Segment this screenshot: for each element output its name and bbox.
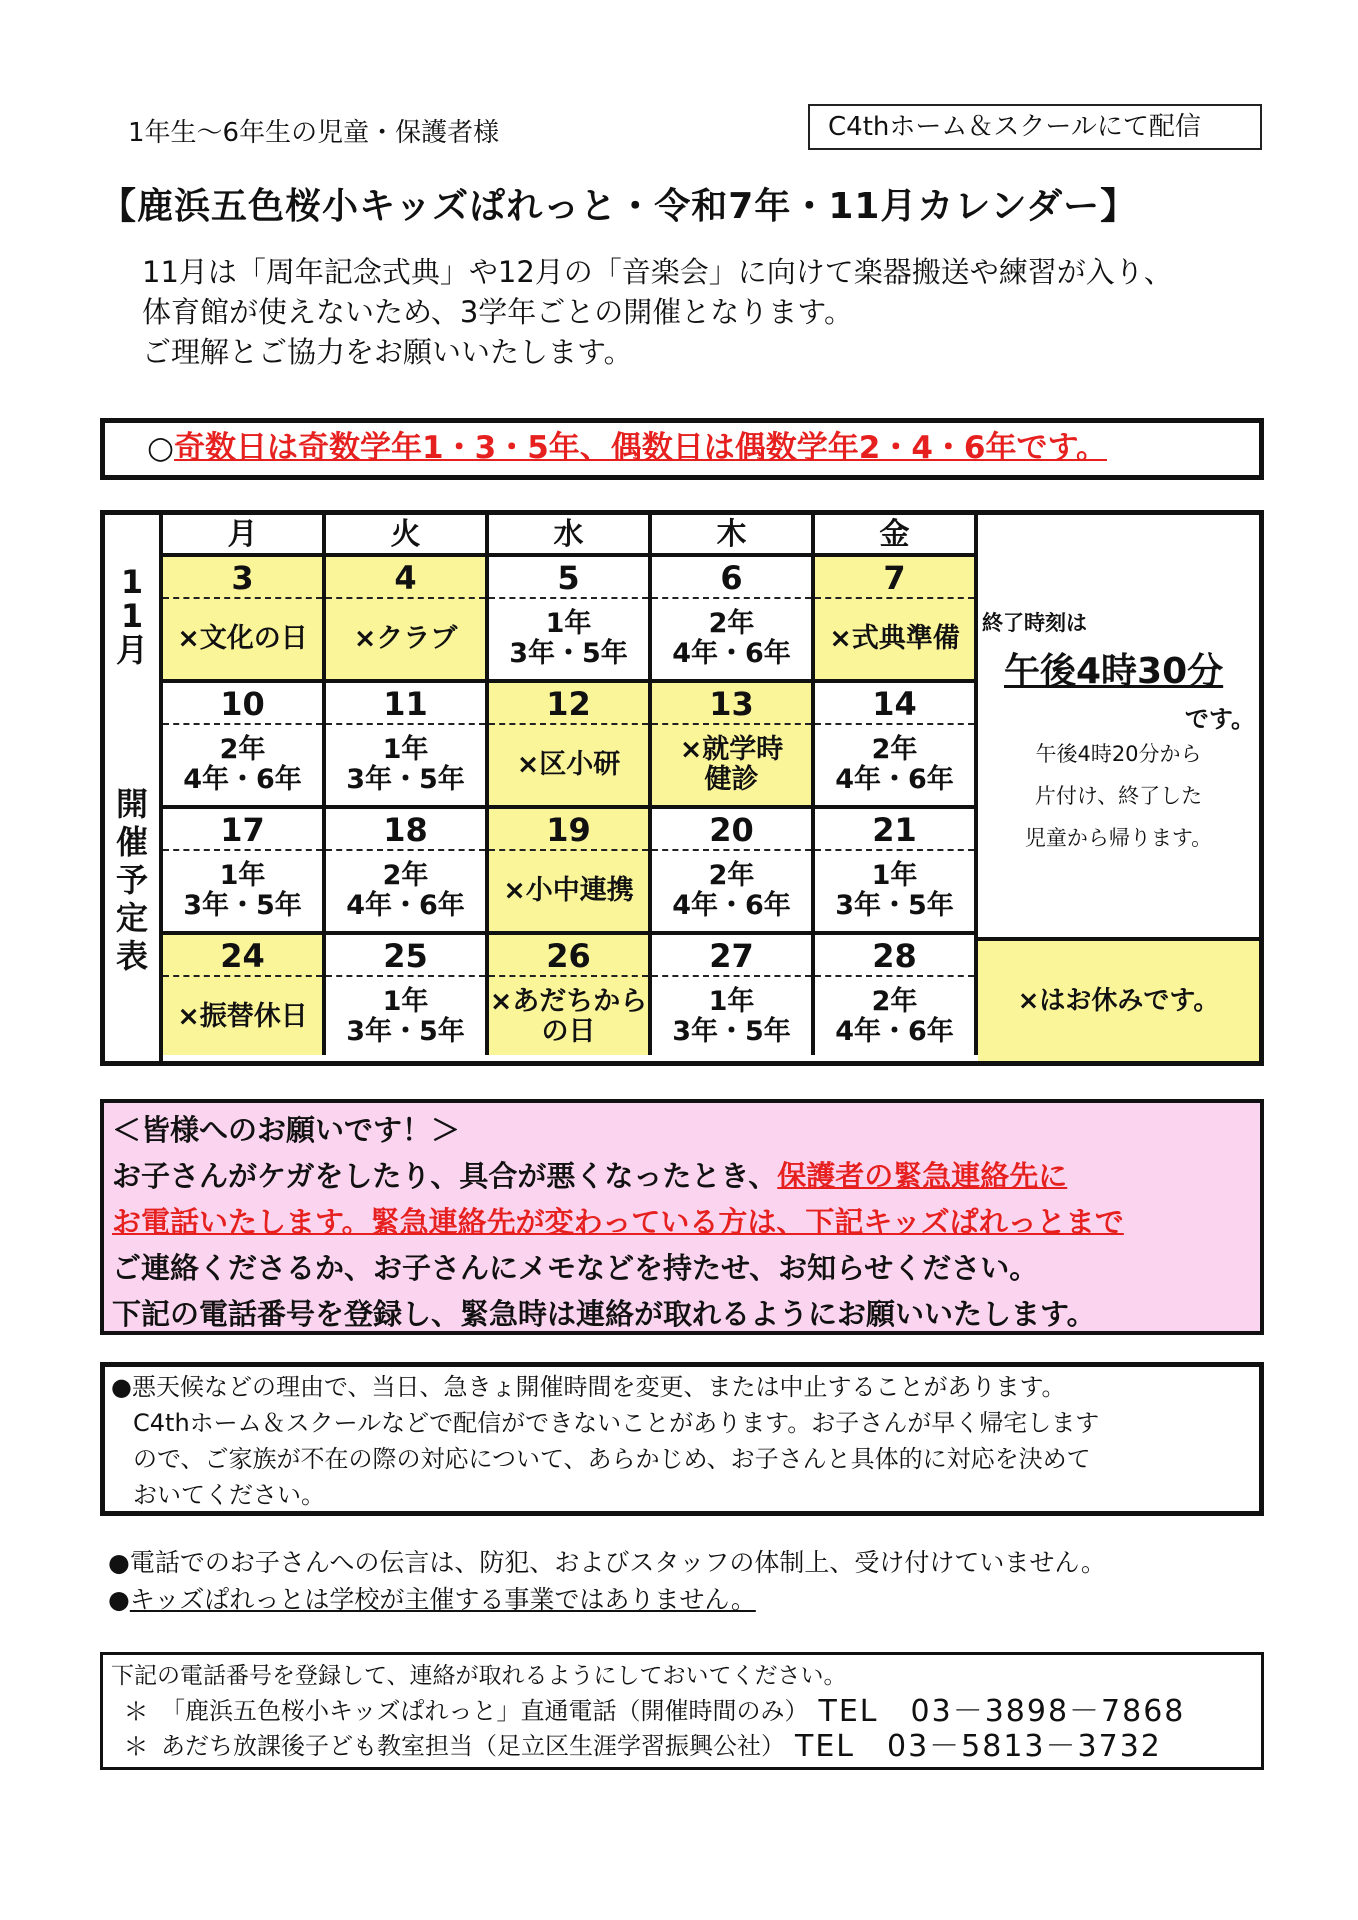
day-status-line: 健診 (704, 764, 759, 795)
notice-line: ので、ご家族が不在の際の対応について、あらかじめ、お子さんと具体的に対応を決めて (133, 1445, 1091, 1473)
day-status (815, 851, 974, 931)
end-time: 午後4時30分 (1004, 651, 1224, 692)
day-status-line: 1年 (219, 860, 266, 891)
calendar-day (815, 683, 978, 809)
weekday-header: 水 (489, 515, 652, 557)
day-status (489, 977, 648, 1057)
day-status (815, 725, 974, 805)
calendar-day (815, 809, 978, 935)
calendar-day (326, 683, 489, 809)
bullet-note-text: キッズぱれっとは学校が主催する事業ではありません。 (129, 1585, 756, 1614)
intro-line: 体育館が使えないため、3学年ごとの開催となります。 (142, 295, 853, 329)
day-status-line: 3年・5年 (346, 1016, 465, 1047)
day-status-line: の日 (541, 1016, 596, 1047)
request-emphasis: お電話いたします。緊急連絡先が変わっている方は、下記キッズぱれっとまで (112, 1205, 1124, 1239)
end-time-label: 終了時刻は (982, 611, 1087, 635)
day-number: 5 (489, 557, 648, 599)
day-status (815, 599, 974, 679)
calendar-side-label (105, 515, 163, 1061)
day-status-line: 4年・6年 (672, 890, 791, 921)
weekday-header: 月 (163, 515, 326, 557)
weekday-header: 火 (326, 515, 489, 557)
calendar-day (489, 683, 652, 809)
day-status-line: 1年 (382, 734, 429, 765)
day-status-line: 2年 (708, 860, 755, 891)
day-status-line: 1年 (871, 860, 918, 891)
end-time-info (978, 515, 1259, 941)
end-time-notes (978, 733, 1259, 859)
request-heading: ＜皆様へのお願いです！＞ (112, 1113, 461, 1147)
contact-phone: TEL 03－5813－3732 (795, 1729, 1162, 1764)
day-status-line: 4年・6年 (672, 638, 791, 669)
calendar-day (652, 809, 815, 935)
notice-line: おいてください。 (133, 1481, 325, 1509)
calendar-day (489, 809, 652, 935)
day-number: 28 (815, 935, 974, 977)
request-line: 下記の電話番号を登録し、緊急時は連絡が取れるようにお願いいたします。 (112, 1297, 1096, 1331)
day-status-line: ×式典準備 (829, 623, 960, 654)
day-number: 18 (326, 809, 485, 851)
calendar-day (326, 935, 489, 1055)
day-status-line: 3年・5年 (509, 638, 628, 669)
calendar-day (163, 809, 326, 935)
day-number: 14 (815, 683, 974, 725)
notice-line: ●悪天候などの理由で、当日、急きょ開催時間を変更、または中止することがあります。 (111, 1373, 1066, 1401)
bullet-note: ●電話でのお子さんへの伝言は、防犯、およびスタッフの体制上、受け付けていません。 (108, 1548, 1106, 1577)
day-status-line: ×小中連携 (503, 875, 634, 906)
day-status-line: 1年 (708, 986, 755, 1017)
day-status-line: 1年 (382, 986, 429, 1017)
day-status (326, 851, 485, 931)
calendar-day (163, 683, 326, 809)
day-status-line: 2年 (382, 860, 429, 891)
day-status-line: 4年・6年 (183, 764, 302, 795)
day-number: 3 (163, 557, 322, 599)
page-title: 【鹿浜五色桜小キッズぱれっと・令和7年・11月カレンダー】 (100, 186, 1138, 227)
weekday-header: 木 (652, 515, 815, 557)
day-number: 7 (815, 557, 974, 599)
note-line: 片付け、終了した (1034, 784, 1203, 808)
calendar-day (652, 935, 815, 1055)
intro-line: 11月は「周年記念式典」や12月の「音楽会」に向けて楽器搬送や練習が入り、 (142, 255, 1173, 289)
calendar-day (326, 557, 489, 683)
schedule-label: 開 催 予 定 表 (115, 785, 148, 975)
schedule-rule-text: 奇数日は奇数学年1・3・5年、偶数日は偶数学年2・4・6年です。 (174, 430, 1107, 466)
day-number: 25 (326, 935, 485, 977)
day-status (652, 599, 811, 679)
calendar-day (489, 557, 652, 683)
request-emphasis: 保護者の緊急連絡先に (777, 1159, 1068, 1193)
day-status-line: 3年・5年 (835, 890, 954, 921)
bullet-mark: ● (108, 1585, 130, 1614)
contact-row (111, 1694, 1261, 1729)
note-line: 児童から帰ります。 (1024, 826, 1213, 850)
day-status-line: 2年 (871, 986, 918, 1017)
intro-text (142, 252, 1173, 372)
schedule-rule-box (100, 418, 1264, 480)
day-status-line: ×就学時 (679, 734, 784, 765)
day-status (489, 725, 648, 805)
notice-box (100, 1362, 1264, 1516)
day-status (163, 977, 322, 1057)
note-line: 午後4時20分から (1035, 742, 1202, 766)
day-status-line: ×あだちから (489, 986, 648, 1017)
contact-intro: 下記の電話番号を登録して、連絡が取れるようにしておいてください。 (111, 1663, 847, 1689)
day-status (326, 977, 485, 1057)
day-status-line: 3年・5年 (672, 1016, 791, 1047)
day-number: 27 (652, 935, 811, 977)
day-number: 19 (489, 809, 648, 851)
end-time-suffix: です。 (1184, 705, 1255, 733)
day-number: 17 (163, 809, 322, 851)
intro-line: ご理解とご協力をお願いいたします。 (142, 335, 633, 369)
contact-name: 「鹿浜五色桜小キッズぱれっと」直通電話（開催時間のみ） (161, 1697, 809, 1725)
bullet-notes (108, 1544, 1106, 1618)
bullet-note (108, 1581, 1106, 1618)
day-status-line: 4年・6年 (835, 764, 954, 795)
calendar-day (326, 809, 489, 935)
calendar-day (652, 557, 815, 683)
contact-name: あだち放課後子ども教室担当（足立区生涯学習振興公社） (161, 1732, 785, 1760)
day-number: 10 (163, 683, 322, 725)
closed-legend: ×はお休みです。 (978, 941, 1259, 1061)
calendar-day (163, 557, 326, 683)
request-line: ご連絡くださるか、お子さんにメモなどを持たせ、お知らせください。 (112, 1251, 1039, 1285)
calendar-day (163, 935, 326, 1055)
day-status-line: 4年・6年 (346, 890, 465, 921)
day-status (489, 851, 648, 931)
month-label: 1 1 月 (115, 563, 148, 669)
asterisk-mark: ＊ (123, 1732, 149, 1761)
calendar (100, 510, 1264, 1066)
circle-mark: ○ (147, 430, 175, 466)
day-status (326, 725, 485, 805)
day-status (163, 599, 322, 679)
day-number: 24 (163, 935, 322, 977)
day-number: 4 (326, 557, 485, 599)
contact-phone: TEL 03－3898－7868 (818, 1694, 1186, 1729)
day-status-line: ×文化の日 (177, 623, 308, 654)
day-number: 11 (326, 683, 485, 725)
notice-line: C4thホーム＆スクールなどで配信ができないことがあります。お子さんが早く帰宅します (133, 1409, 1100, 1437)
day-number: 13 (652, 683, 811, 725)
day-status-line: 1年 (545, 608, 592, 639)
calendar-day (815, 557, 978, 683)
day-status (326, 599, 485, 679)
day-status (163, 851, 322, 931)
day-status-line: 3年・5年 (346, 764, 465, 795)
day-status-line: 3年・5年 (183, 890, 302, 921)
day-status (652, 977, 811, 1057)
contact-box (100, 1652, 1264, 1770)
audience-label: 1年生～6年生の児童・保護者様 (128, 118, 500, 148)
day-status-line: 2年 (219, 734, 266, 765)
weekday-header: 金 (815, 515, 978, 557)
calendar-day (815, 935, 978, 1055)
calendar-day (489, 935, 652, 1055)
day-number: 20 (652, 809, 811, 851)
day-number: 21 (815, 809, 974, 851)
day-status-line: ×振替休日 (177, 1001, 308, 1032)
day-status (652, 725, 811, 805)
calendar-day (652, 683, 815, 809)
day-status (815, 977, 974, 1057)
day-number: 6 (652, 557, 811, 599)
delivery-box: C4thホーム＆スクールにて配信 (808, 104, 1262, 150)
contact-row (111, 1729, 1261, 1764)
day-status (652, 851, 811, 931)
asterisk-mark: ＊ (123, 1697, 149, 1726)
day-status (163, 725, 322, 805)
day-status-line: ×区小研 (516, 749, 621, 780)
request-text: お子さんがケガをしたり、具合が悪くなったとき、 (112, 1159, 778, 1193)
day-status-line: 2年 (871, 734, 918, 765)
day-number: 12 (489, 683, 648, 725)
day-status-line: 2年 (708, 608, 755, 639)
day-status (489, 599, 648, 679)
day-status-line: 4年・6年 (835, 1016, 954, 1047)
request-box (100, 1099, 1264, 1335)
request-line (112, 1153, 1260, 1199)
day-status-line: ×クラブ (353, 623, 458, 654)
day-number: 26 (489, 935, 648, 977)
